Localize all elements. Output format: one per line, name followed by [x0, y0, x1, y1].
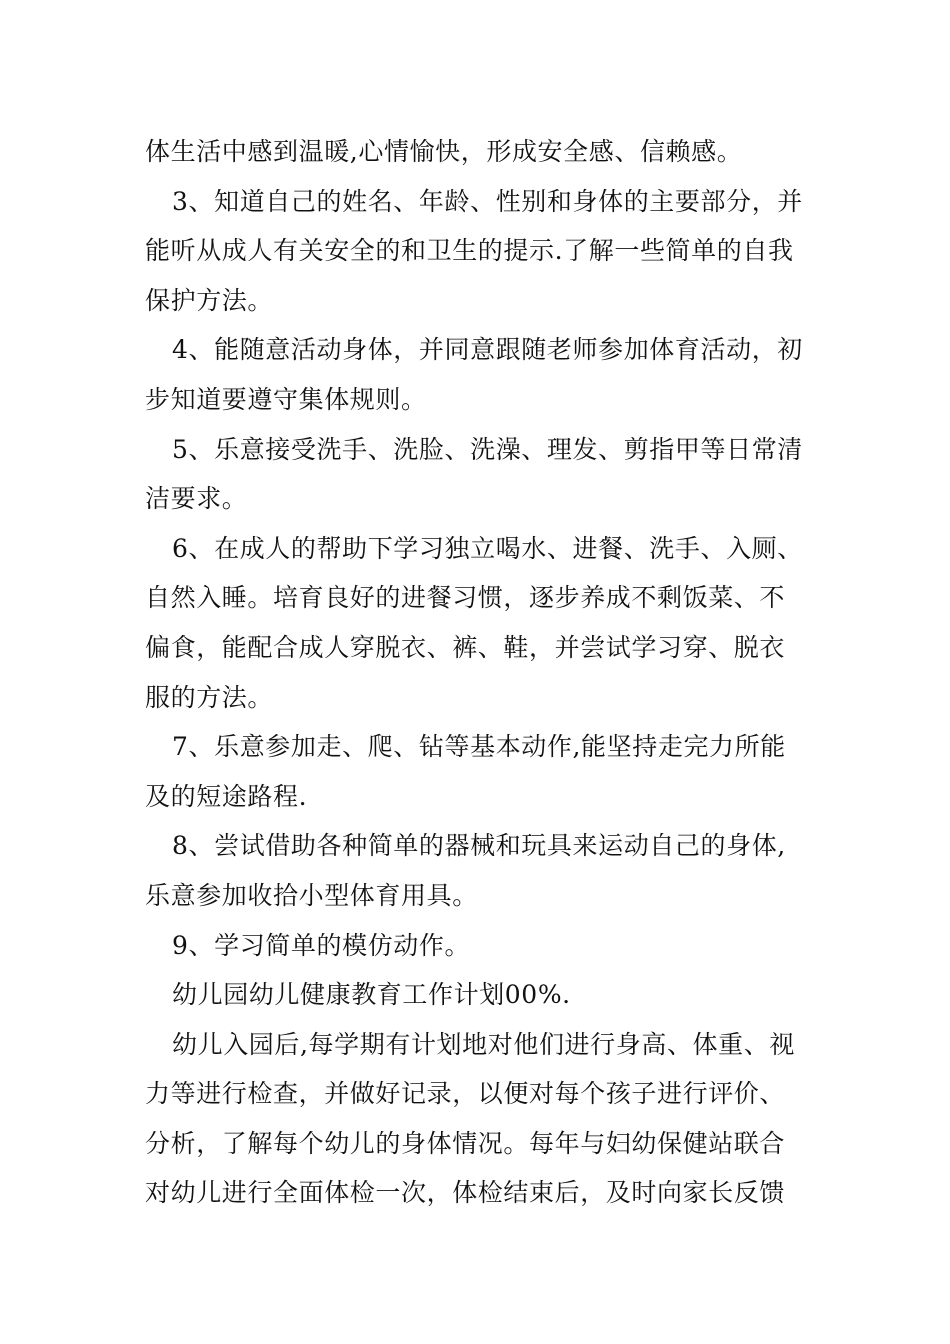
document-body — [145, 127, 810, 1218]
text-line: 自然入睡。培育良好的进餐习惯，逐步养成不剩饭菜、不 — [145, 583, 786, 613]
text-line: 能听从成人有关安全的和卫生的提示.了解一些简单的自我 — [145, 236, 794, 266]
text-line: 6、在成人的帮助下学习独立喝水、进餐、洗手、入厕、 — [172, 533, 803, 563]
text-line: 分析，了解每个幼儿的身体情况。每年与妇幼保健站联合 — [145, 1128, 786, 1158]
text-line: 对幼儿进行全面体检一次，体检结束后，及时向家长反馈 — [145, 1178, 786, 1208]
text-line: 幼儿入园后,每学期有计划地对他们进行身高、体重、视 — [172, 1029, 795, 1059]
text-line: 7、乐意参加走、爬、钻等基本动作,能坚持走完力所能 — [172, 732, 786, 762]
text-line: 力等进行检查，并做好记录，以便对每个孩子进行评价、 — [145, 1079, 786, 1109]
text-line: 4、能随意活动身体，并同意跟随老师参加体育活动，初 — [172, 335, 803, 365]
text-line: 3、知道自己的姓名、年龄、性别和身体的主要部分，并 — [172, 186, 803, 216]
text-line: 5、乐意接受洗手、洗脸、洗澡、理发、剪指甲等日常清 — [172, 434, 803, 464]
text-line: 体生活中感到温暖,心情愉快，形成安全感、信赖感。 — [145, 137, 743, 166]
text-line: 保护方法。 — [145, 285, 274, 315]
text-line: 步知道要遵守集体规则。 — [145, 384, 427, 414]
text-line: 乐意参加收拾小型体育用具。 — [145, 880, 478, 910]
text-line: 服的方法。 — [145, 682, 274, 712]
text-line: 及的短途路程. — [145, 781, 308, 811]
text-line: 幼儿园幼儿健康教育工作计划00%. — [172, 980, 571, 1010]
text-line: 8、尝试借助各种简单的器械和玩具来运动自己的身体, — [172, 831, 786, 861]
text-line: 偏食，能配合成人穿脱衣、裤、鞋，并尝试学习穿、脱衣 — [145, 632, 786, 662]
text-line: 9、学习简单的模仿动作。 — [172, 930, 471, 960]
text-line: 洁要求。 — [145, 484, 248, 514]
